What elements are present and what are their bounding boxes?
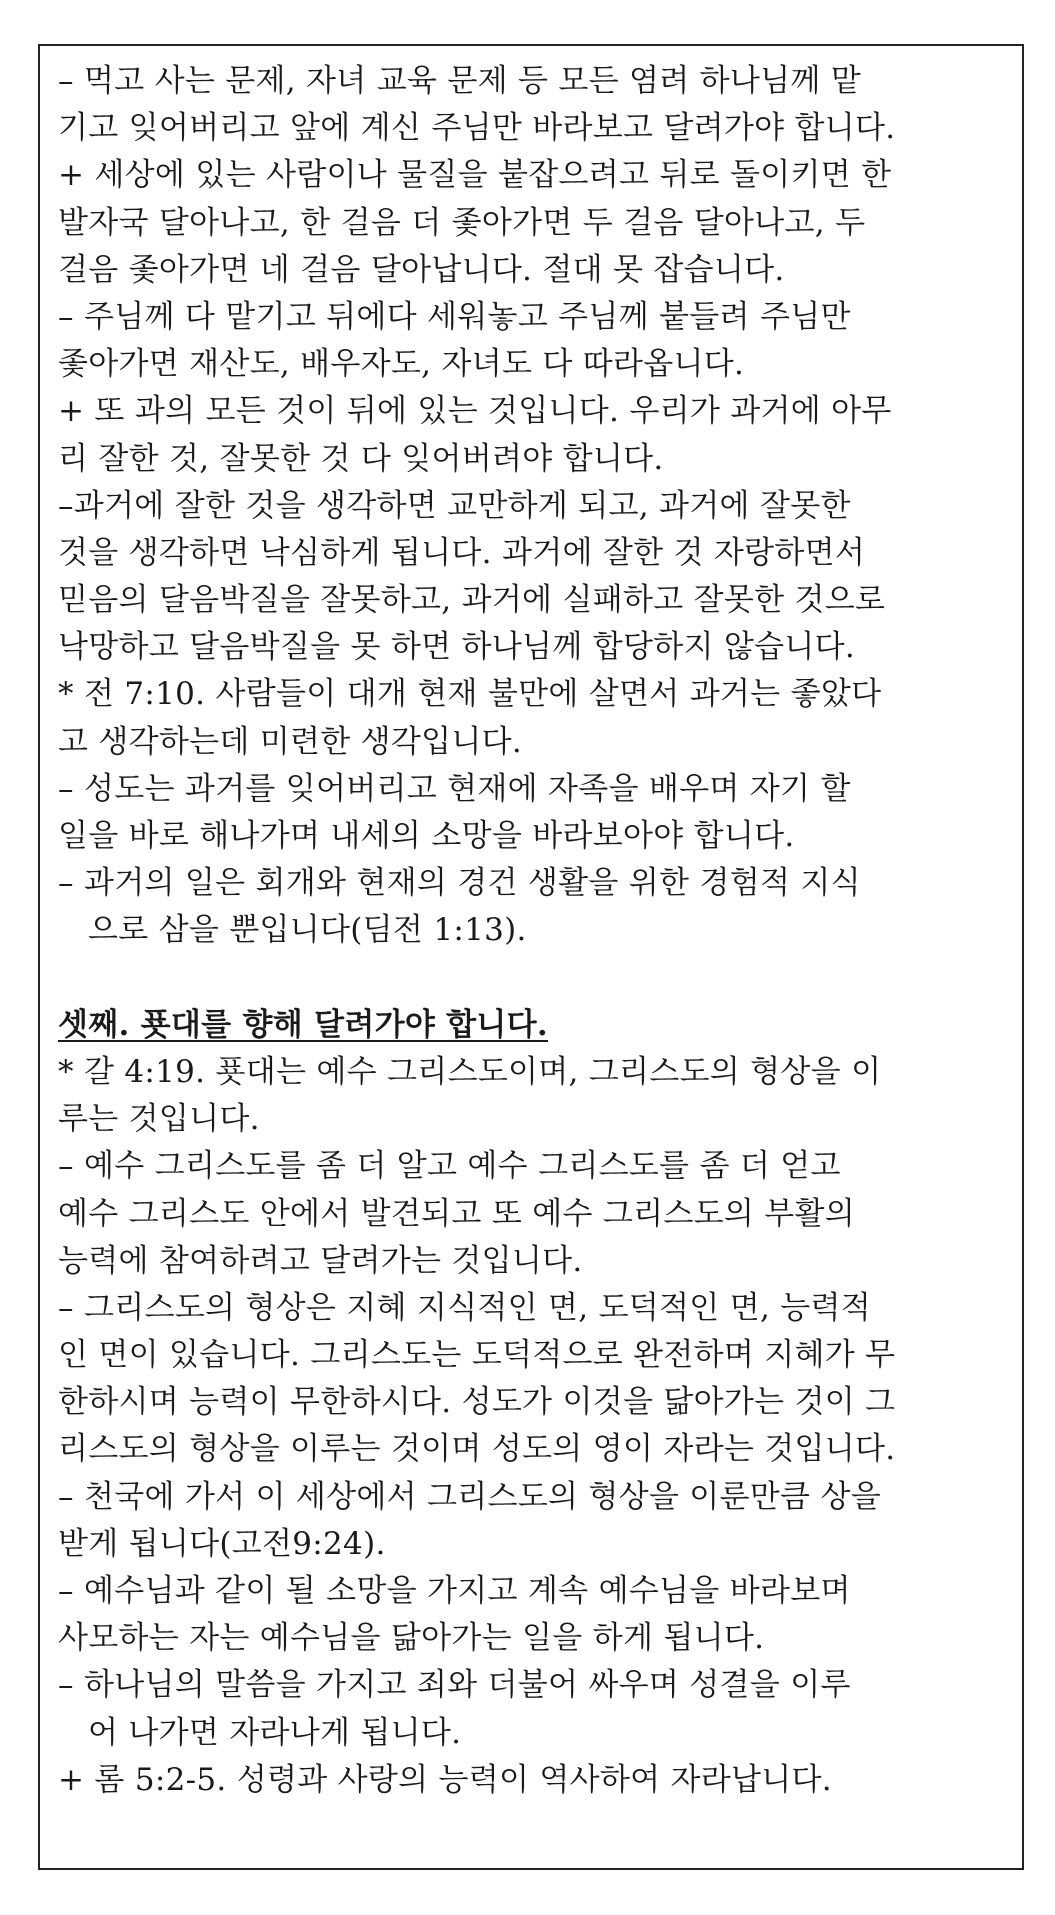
text-line: 고 생각하는데 미련한 생각입니다.: [58, 723, 523, 760]
section-heading: 셋째. 푯대를 향해 달려가야 합니다.: [58, 1006, 548, 1043]
document-frame: [38, 44, 1024, 1870]
text-line: * 전 7:10. 사람들이 대개 현재 불만에 살면서 과거는 좋았다: [58, 676, 882, 713]
blank-line: [58, 955, 1004, 1002]
text-line: 한하시며 능력이 무한하시다. 성도가 이것을 닮아가는 것이 그: [58, 1384, 896, 1421]
text-line: – 천국에 가서 이 세상에서 그리스도의 형상을 이룬만큼 상을: [58, 1478, 881, 1515]
text-line: 좇아가면 재산도, 배우자도, 자녀도 다 따라옵니다.: [58, 346, 745, 383]
text-line: 믿음의 달음박질을 잘못하고, 과거에 실패하고 잘못한 것으로: [58, 582, 886, 619]
text-line: + 세상에 있는 사람이나 물질을 붙잡으려고 뒤로 돌이키면 한: [58, 157, 892, 194]
text-line: –과거에 잘한 것을 생각하면 교만하게 되고, 과거에 잘못한: [58, 487, 851, 524]
text-line: 어 나가면 자라나게 됩니다.: [88, 1714, 462, 1751]
text-line: 인 면이 있습니다. 그리스도는 도덕적으로 완전하며 지혜가 무: [58, 1337, 896, 1374]
text-line: 것을 생각하면 낙심하게 됩니다. 과거에 잘한 것 자랑하면서: [58, 534, 866, 571]
text-line: + 또 과의 모든 것이 뒤에 있는 것입니다. 우리가 과거에 아무: [58, 393, 892, 430]
text-line: 일을 바로 해나가며 내세의 소망을 바라보아야 합니다.: [58, 818, 795, 854]
text-line: – 그리스도의 형상은 지혜 지식적인 면, 도덕적인 면, 능력적: [58, 1289, 871, 1326]
text-line: 으로 삼을 뿐입니다(딤전 1:13).: [88, 912, 527, 949]
text-line: 사모하는 자는 예수님을 닮아가는 일을 하게 됩니다.: [58, 1620, 765, 1657]
text-line: 기고 잊어버리고 앞에 계신 주님만 바라보고 달려가야 합니다.: [58, 110, 896, 147]
text-line: 걸음 좇아가면 네 걸음 달아납니다. 절대 못 잡습니다.: [58, 251, 785, 288]
text-line: 리 잘한 것, 잘못한 것 다 잊어버려야 합니다.: [58, 440, 664, 477]
text-line: + 롬 5:2-5. 성령과 사랑의 능력이 역사하여 자라납니다.: [58, 1761, 832, 1798]
text-line: 예수 그리스도 안에서 발견되고 또 예수 그리스도의 부활의: [58, 1195, 855, 1232]
text-line: 발자국 달아나고, 한 걸음 더 좇아가면 두 걸음 달아나고, 두: [58, 204, 866, 241]
text-line: – 예수 그리스도를 좀 더 알고 예수 그리스도를 좀 더 얻고: [58, 1148, 841, 1185]
text-line: – 하나님의 말씀을 가지고 죄와 더불어 싸우며 성결을 이루: [58, 1667, 851, 1704]
text-line: – 성도는 과거를 잊어버리고 현재에 자족을 배우며 자기 할: [58, 770, 851, 807]
text-line: 리스도의 형상을 이루는 것이며 성도의 영이 자라는 것입니다.: [58, 1431, 896, 1468]
text-line: – 주님께 다 맡기고 뒤에다 세워놓고 주님께 붙들려 주님만: [58, 298, 851, 335]
text-line: 받게 됩니다(고전9:24).: [58, 1525, 386, 1562]
text-line: * 갈 4:19. 푯대는 예수 그리스도이며, 그리스도의 형상을 이: [58, 1053, 882, 1090]
text-line: – 먹고 사는 문제, 자녀 교육 문제 등 모든 염려 하나님께 맡: [58, 63, 862, 99]
text-line: – 과거의 일은 회개와 현재의 경건 생활을 위한 경험적 지식: [58, 865, 861, 902]
text-line: 낙망하고 달음박질을 못 하면 하나님께 합당하지 않습니다.: [58, 629, 855, 666]
text-line: 능력에 참여하려고 달려가는 것입니다.: [58, 1242, 583, 1279]
text-line: – 예수님과 같이 될 소망을 가지고 계속 예수님을 바라보며: [58, 1573, 851, 1609]
text-line: 루는 것입니다.: [58, 1101, 260, 1138]
